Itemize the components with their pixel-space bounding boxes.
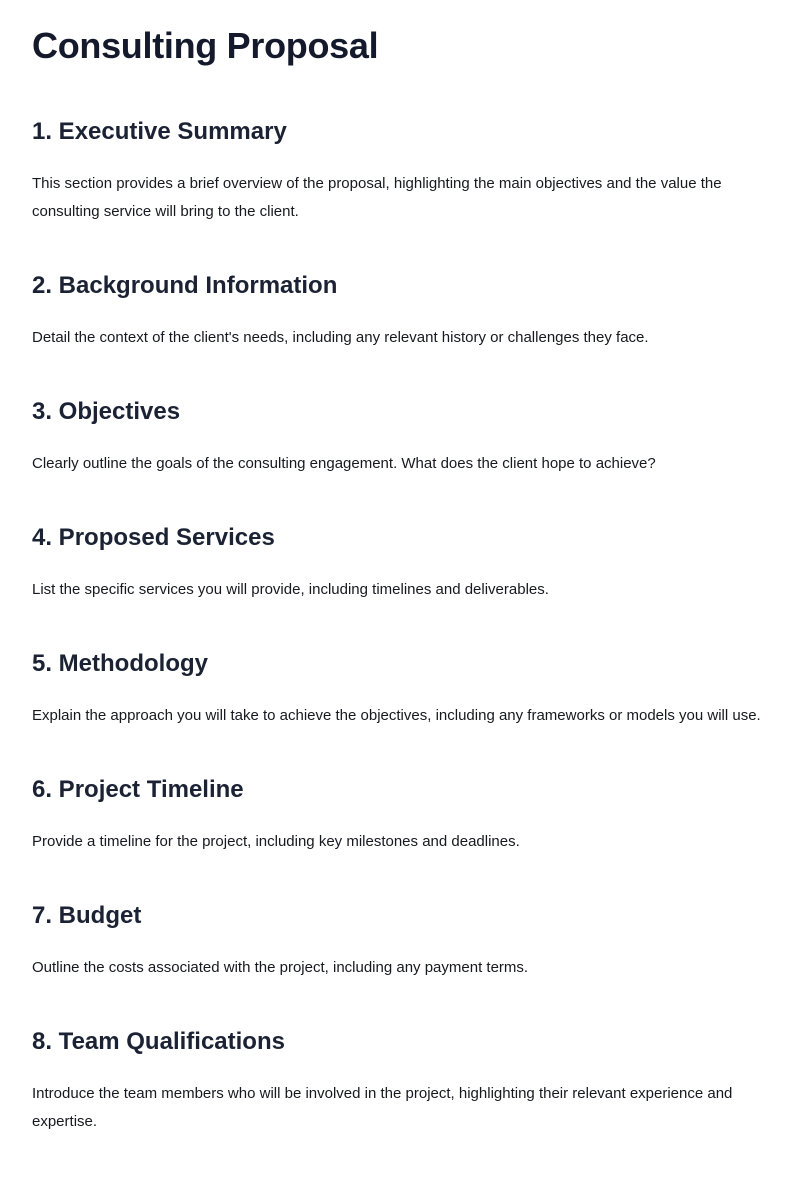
section-body: This section provides a brief overview of the proposal, highlighting the main objectives and the value the consulting service will bring to the client.	[32, 175, 722, 220]
section-background-information	[32, 270, 768, 352]
section-body: Provide a timeline for the project, including key milestones and deadlines.	[32, 833, 520, 850]
section-body: Outline the costs associated with the project, including any payment terms.	[32, 959, 529, 976]
section-project-timeline	[32, 774, 768, 856]
section-body: Detail the context of the client's needs, including any relevant history or challenges they face.	[32, 329, 649, 346]
section-budget	[32, 900, 768, 982]
section-heading: 1. Executive Summary	[32, 118, 287, 145]
section-methodology	[32, 648, 768, 730]
section-body: List the specific services you will provide, including timelines and deliverables.	[32, 581, 549, 598]
section-proposed-services	[32, 522, 768, 604]
section-heading: 8. Team Qualifications	[32, 1028, 285, 1055]
section-heading: 6. Project Timeline	[32, 776, 244, 803]
section-heading: 7. Budget	[32, 902, 142, 929]
section-executive-summary	[32, 116, 768, 226]
section-objectives	[32, 396, 768, 478]
section-body: Clearly outline the goals of the consulting engagement. What does the client hope to achieve?	[32, 455, 656, 472]
section-heading: 3. Objectives	[32, 398, 181, 425]
section-body: Explain the approach you will take to achieve the objectives, including any frameworks or models you will use.	[32, 707, 761, 724]
section-team-qualifications	[32, 1026, 768, 1136]
section-heading: 4. Proposed Services	[32, 524, 275, 551]
section-heading: 2. Background Information	[32, 272, 338, 299]
section-body: Introduce the team members who will be involved in the project, highlighting their relevant experience and expertise.	[32, 1085, 733, 1130]
document-title: Consulting Proposal	[32, 25, 379, 66]
section-heading: 5. Methodology	[32, 650, 208, 677]
